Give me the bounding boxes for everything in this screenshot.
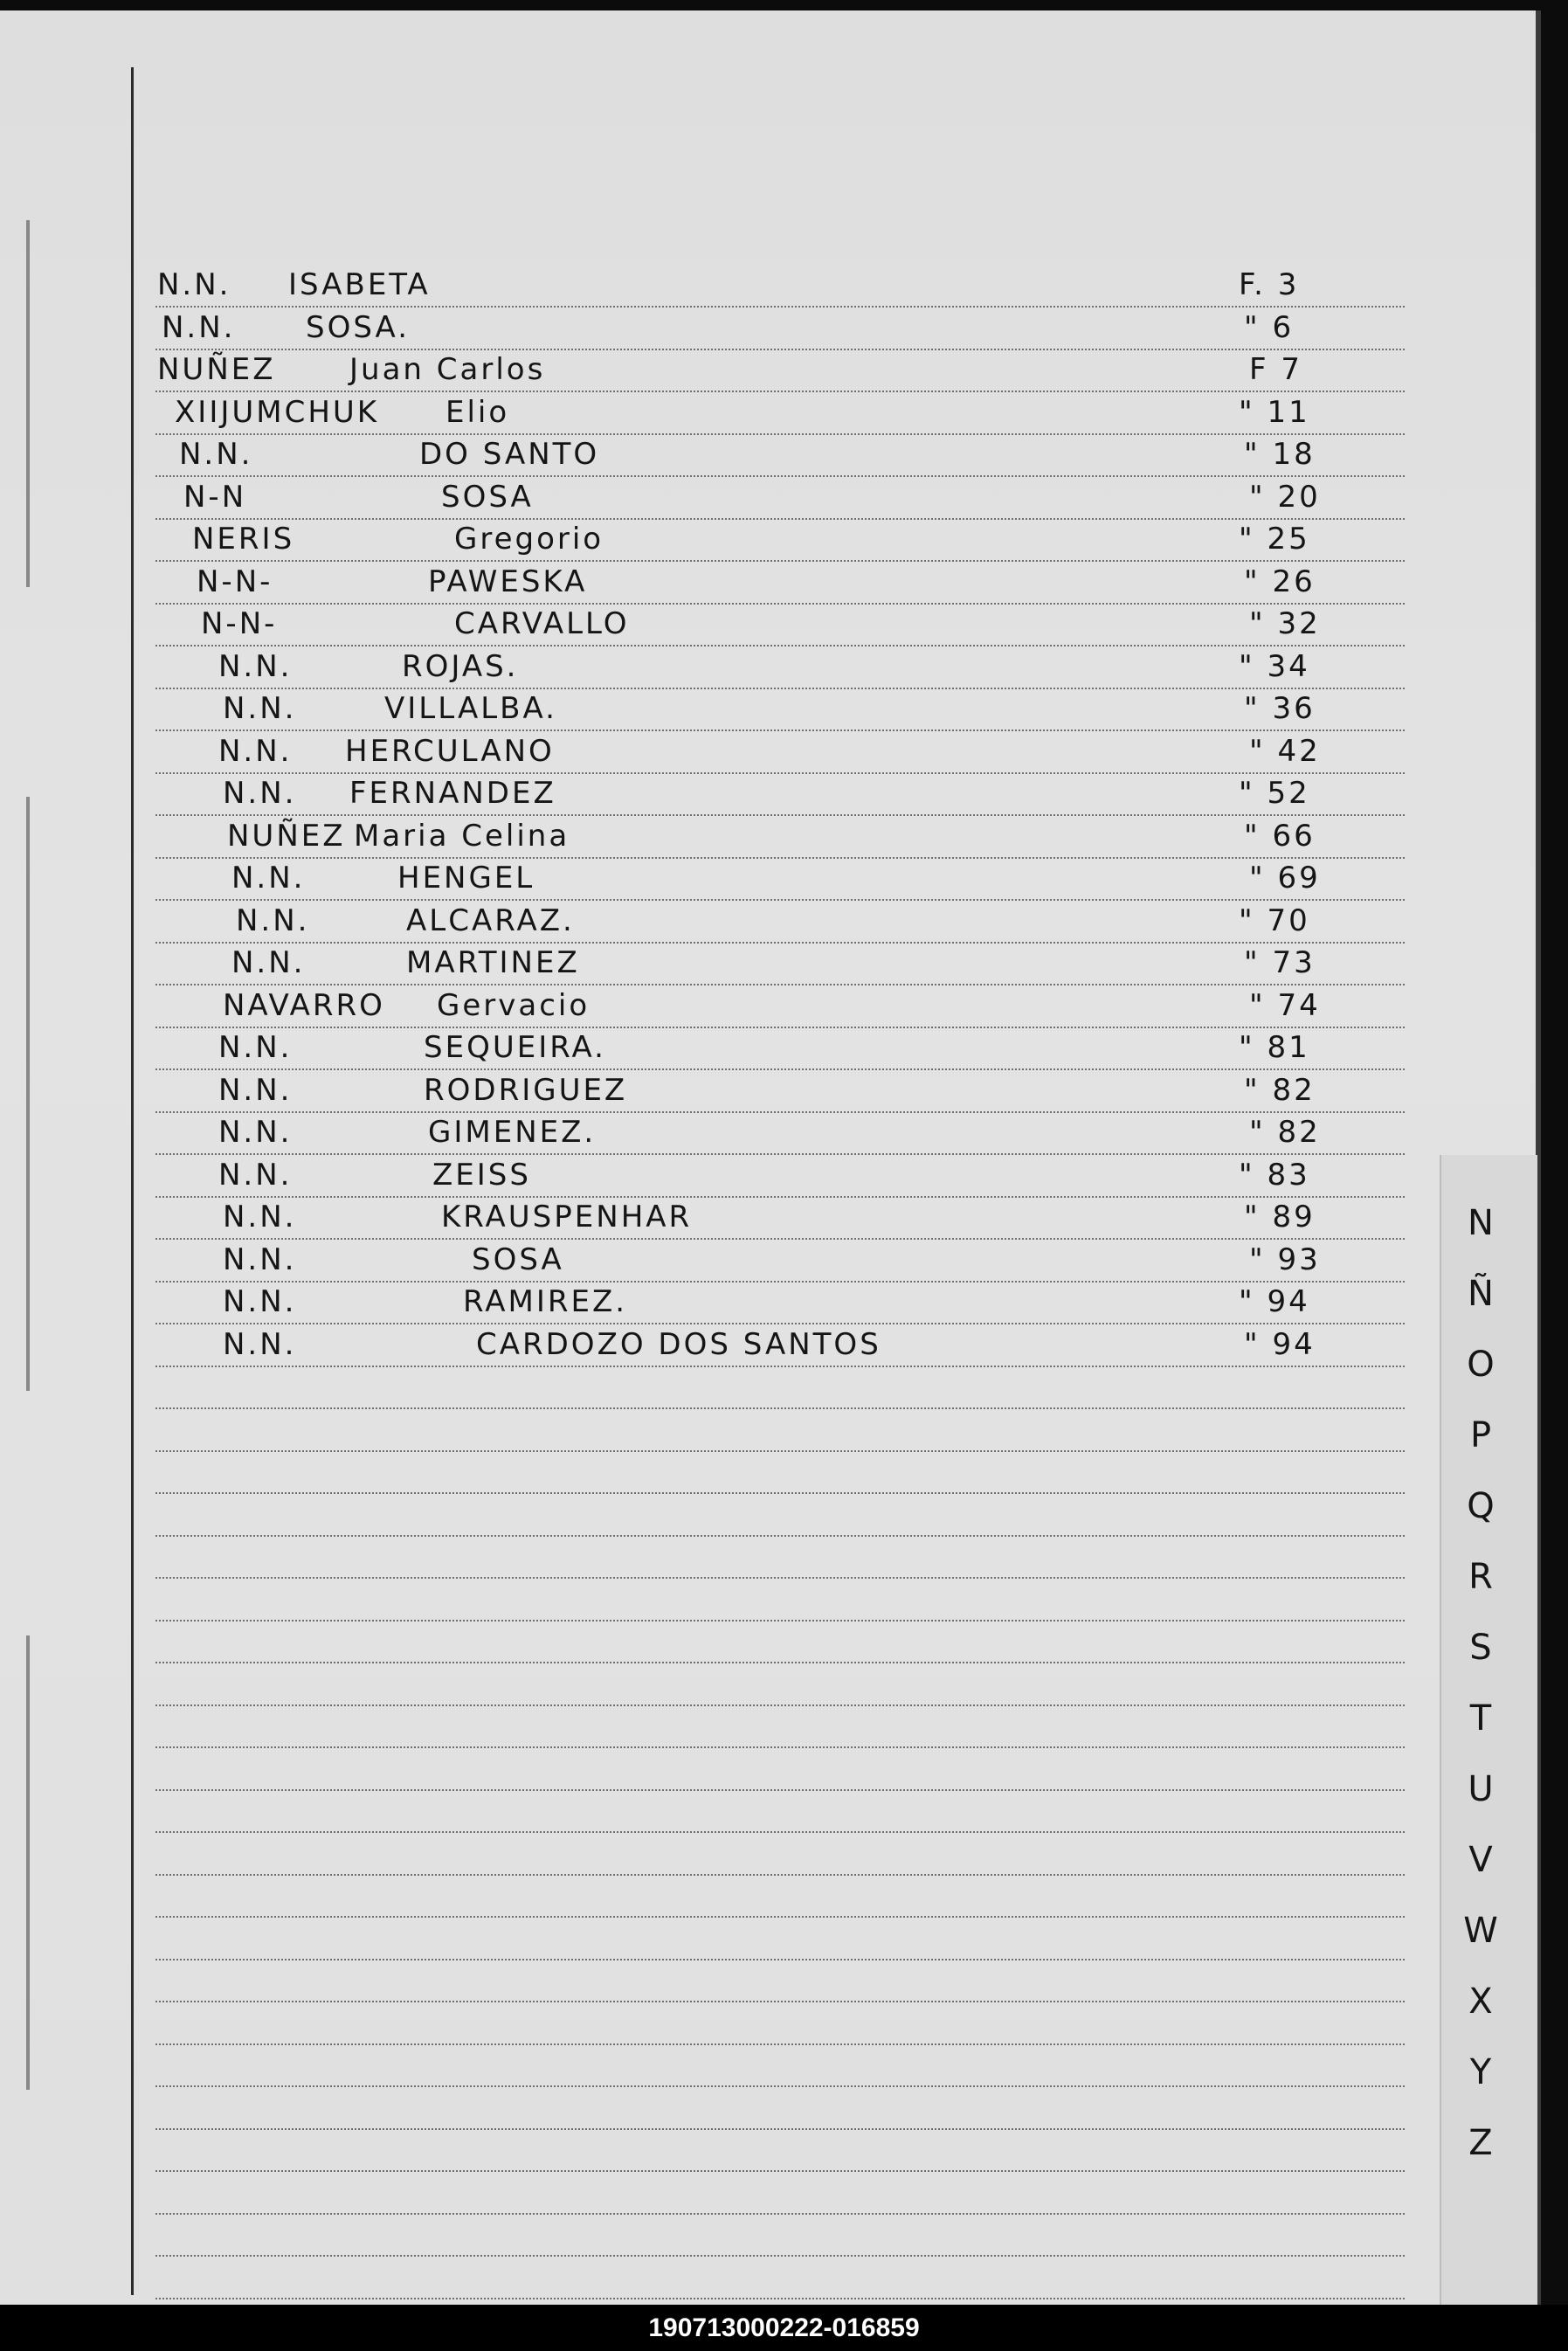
entry-folio: " 11 — [1239, 394, 1310, 430]
index-letter: P — [1469, 1415, 1492, 1456]
entry-given-name: N.N. — [218, 1115, 293, 1150]
entry-given-name: XIIJUMCHUK — [175, 394, 380, 430]
ruled-line — [155, 2043, 1405, 2045]
list-item — [0, 1030, 1398, 1070]
entry-folio: " 25 — [1239, 522, 1310, 557]
list-item — [0, 395, 1398, 435]
list-item — [0, 1200, 1398, 1240]
list-item — [0, 480, 1398, 520]
list-item — [0, 606, 1398, 647]
ruled-line — [155, 1959, 1405, 1960]
index-letter: X — [1468, 1981, 1493, 2022]
entry-surname: VILLALBA. — [384, 691, 557, 726]
ruled-line — [155, 1577, 1405, 1579]
list-item — [0, 649, 1398, 689]
entry-surname: ROJAS. — [402, 648, 519, 684]
entry-given-name: N.N. — [223, 776, 297, 811]
entry-given-name: NAVARRO — [223, 987, 385, 1023]
ruled-line — [155, 2085, 1405, 2087]
entry-folio: " 70 — [1239, 902, 1310, 938]
ledger-sheet — [0, 10, 1541, 2305]
entry-given-name: N.N. — [223, 1284, 297, 1319]
index-letter: V — [1468, 1840, 1493, 1880]
entry-folio: F. 3 — [1239, 267, 1300, 302]
entry-given-name: N.N. — [218, 733, 293, 769]
ruled-line — [155, 2255, 1405, 2257]
list-item — [0, 734, 1398, 774]
entry-folio: " 52 — [1239, 776, 1310, 811]
ruled-line — [155, 1620, 1405, 1621]
ruled-line — [155, 1874, 1405, 1876]
entry-surname: FERNANDEZ — [349, 776, 556, 811]
list-item — [0, 988, 1398, 1028]
entry-folio: " 89 — [1244, 1200, 1316, 1234]
entry-given-name: N.N. — [223, 1241, 297, 1277]
entry-surname: Juan Carlos — [349, 352, 546, 387]
footer-code: 190713000222-016859 — [0, 2305, 1568, 2351]
index-letter: Q — [1467, 1486, 1495, 1526]
ruled-line — [155, 1831, 1405, 1833]
list-item — [0, 945, 1398, 985]
entry-given-name: N.N. — [162, 309, 236, 345]
list-item — [0, 903, 1398, 944]
list-item — [0, 267, 1398, 308]
list-item — [0, 564, 1398, 605]
entry-given-name: NERIS — [192, 522, 295, 557]
list-item — [0, 310, 1398, 350]
entry-surname: ZEISS — [432, 1157, 531, 1193]
entry-folio: " 34 — [1239, 648, 1310, 684]
entry-given-name: N-N- — [201, 606, 278, 641]
entry-surname: HENGEL — [397, 861, 535, 895]
entry-folio: " 66 — [1244, 818, 1316, 854]
entry-folio: " 73 — [1244, 945, 1316, 980]
entry-folio: " 32 — [1249, 606, 1321, 641]
entry-surname: GIMENEZ. — [428, 1115, 597, 1150]
entry-folio: " 69 — [1249, 861, 1321, 895]
list-item — [0, 1242, 1398, 1283]
entry-surname: CARDOZO DOS SANTOS — [476, 1326, 881, 1362]
entry-folio: " 83 — [1239, 1157, 1310, 1193]
entry-folio: " 6 — [1244, 309, 1295, 345]
entry-given-name: N.N. — [218, 1030, 293, 1065]
entry-folio: " 82 — [1249, 1115, 1321, 1150]
entry-surname: Gervacio — [437, 987, 591, 1023]
entry-given-name: N.N. — [236, 902, 310, 938]
ruled-line — [155, 1407, 1405, 1409]
list-item — [0, 352, 1398, 392]
index-letter: Y — [1469, 2052, 1492, 2092]
entry-surname: MARTINEZ — [406, 945, 580, 980]
entry-folio: F 7 — [1249, 352, 1302, 387]
list-item — [0, 522, 1398, 562]
entry-surname: SOSA — [472, 1241, 564, 1277]
entry-surname: Elio — [446, 394, 510, 430]
entry-surname: ALCARAZ. — [406, 902, 575, 938]
entry-folio: " 93 — [1249, 1241, 1321, 1277]
entry-given-name: N-N- — [197, 564, 273, 599]
ruled-line — [155, 2170, 1405, 2172]
entry-given-name: NUÑEZ — [157, 352, 276, 387]
entry-surname: RAMIREZ. — [463, 1284, 628, 1319]
index-letter: Z — [1468, 2123, 1493, 2163]
entry-given-name: N.N. — [223, 691, 297, 726]
ruled-line — [155, 2128, 1405, 2130]
entry-folio: " 26 — [1244, 564, 1316, 599]
ruled-line — [155, 1746, 1405, 1748]
entry-given-name: N.N. — [218, 1072, 293, 1108]
list-item — [0, 1158, 1398, 1198]
binding-mark-bottom — [26, 1635, 30, 2090]
ruled-line — [155, 1789, 1405, 1791]
entry-surname: Gregorio — [454, 522, 604, 557]
entry-surname: SOSA — [441, 479, 534, 515]
list-item — [0, 1073, 1398, 1113]
index-letter: O — [1467, 1345, 1495, 1385]
entry-folio: " 82 — [1244, 1072, 1316, 1108]
entry-folio: " 20 — [1249, 479, 1321, 515]
list-item — [0, 776, 1398, 816]
entry-folio: " 81 — [1239, 1030, 1310, 1065]
entry-given-name: N.N. — [218, 1157, 293, 1193]
entry-surname: Maria Celina — [354, 818, 570, 854]
list-item — [0, 437, 1398, 477]
list-item — [0, 819, 1398, 859]
entry-given-name: N.N. — [179, 437, 253, 472]
ruled-line — [155, 1704, 1405, 1706]
entry-given-name: N.N. — [218, 648, 293, 684]
entry-surname: DO SANTO — [419, 437, 600, 472]
index-letter: S — [1469, 1628, 1492, 1668]
entry-surname: ISABETA — [288, 267, 431, 302]
entry-surname: SOSA. — [306, 309, 411, 345]
ruled-line — [155, 1916, 1405, 1918]
entry-surname: RODRIGUEZ — [424, 1072, 628, 1108]
entry-folio: " 36 — [1244, 691, 1316, 726]
entry-folio: " 18 — [1244, 437, 1316, 472]
ruled-line — [155, 2001, 1405, 2002]
ruled-line — [155, 1662, 1405, 1663]
entry-given-name: N.N. — [157, 267, 231, 302]
entry-surname: PAWESKA — [428, 564, 588, 599]
ruled-line — [155, 1492, 1405, 1494]
entry-surname: HERCULANO — [345, 733, 555, 769]
list-item — [0, 1115, 1398, 1155]
entry-folio: " 94 — [1244, 1326, 1316, 1362]
entry-folio: " 94 — [1239, 1284, 1310, 1319]
entry-surname: CARVALLO — [454, 606, 630, 641]
index-letter: W — [1463, 1911, 1498, 1951]
entry-given-name: N.N. — [223, 1200, 297, 1234]
index-letter: Ñ — [1468, 1274, 1494, 1314]
entry-given-name: N.N. — [223, 1326, 297, 1362]
index-letter: R — [1468, 1557, 1493, 1597]
index-letter: N — [1468, 1203, 1494, 1243]
ruled-line — [155, 1535, 1405, 1537]
entry-surname: SEQUEIRA. — [424, 1030, 606, 1065]
ruled-line — [155, 2213, 1405, 2215]
entry-given-name: N.N. — [231, 945, 306, 980]
index-letter: U — [1468, 1769, 1494, 1809]
entry-given-name: N-N — [183, 479, 247, 515]
list-item — [0, 1327, 1398, 1367]
index-letter: T — [1469, 1698, 1492, 1739]
entry-given-name: N.N. — [231, 861, 306, 895]
ruled-line — [155, 2298, 1405, 2299]
list-item — [0, 861, 1398, 901]
ruled-line — [155, 1450, 1405, 1452]
entry-folio: " 42 — [1249, 733, 1321, 769]
list-item — [0, 691, 1398, 731]
list-item — [0, 1284, 1398, 1324]
entry-given-name: NUÑEZ — [227, 818, 346, 854]
entry-folio: " 74 — [1249, 987, 1321, 1023]
entry-surname: KRAUSPENHAR — [441, 1200, 693, 1234]
